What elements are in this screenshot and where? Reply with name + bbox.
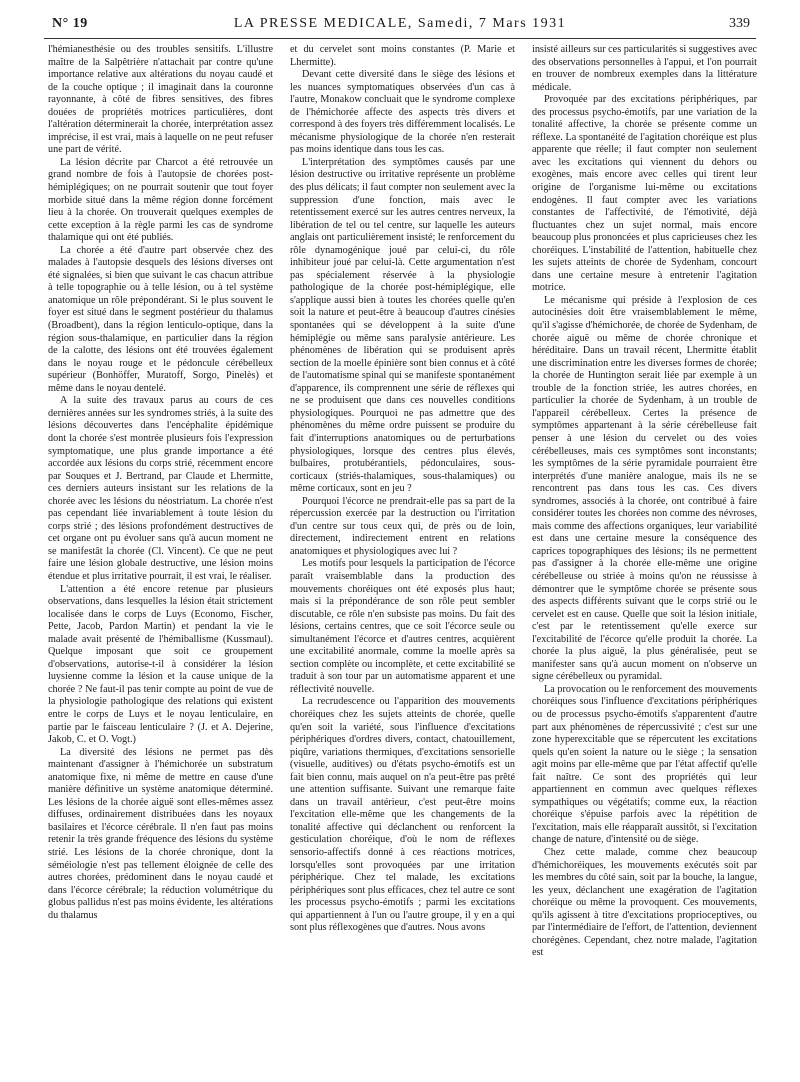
paragraph: La recrudescence ou l'apparition des mouvements choréiques chez les sujets atteints de chorée, quelle qu'en soit la variété, sous l'influence d'excitations périphériques d'ordres divers, contact, chatouillement, piqûre, variations thermiques, d'excitations sensorielle (visuelle, auditives) ou d'états psycho-émotifs est un fait bien connu, mais auquel on n'a peut-être pas prêté une attention suffisante. Suivant une remarque faite dans un travail antérieur, c'est peut-être moins l'excitation elle-même que les changements de la tonalité affective qui déclanchent ou renforcent la gesticulation choréique, d'où le nom de réflexes sensorio-affectifs donné à ces réactions motrices, lorsqu'elles sont provoquées par une irritation périphérique. Chez tel malade, les excitations périphériques sont plus efficaces, chez tel autre ce sont les processus psycho-émotifs ; parmi les excitations qui appartiennent à l'un ou l'autre groupe, il y en a qui sont plus réflexogènes que d'autres. Nous avons [290,696,515,934]
journal-title: LA PRESSE MEDICALE [233,16,408,31]
paragraph: La lésion décrite par Charcot a été retrouvée un grand nombre de fois à l'autopsie de chorées post-hémiplégiques; on ne pourrait soutenir que tout foyer morbide situé dans la même région donne forcément lieu à la chorée. On trouverait quelques exemples de cette exception à la règle parmi les cas de syndrome thalamique qui ont été publiés. [48,156,273,244]
paragraph: Chez cette malade, comme chez beaucoup d'hémichoréiques, les mouvements exécutés soit par les membres du côté sain, soit par la bouche, la langue, les yeux, déclanchent une exagération de l'agitation choréique ou même la provoquent. Ces mouvements, qu'ils agissent à titre d'excitations proprioceptives, ou par l'intermédiaire de l'effort, de l'attention, deviennent chorégènes. Cependant, chez notre malade, l'agitation est [532,847,757,959]
paragraph: et du cervelet sont moins constantes (P. Marie et Lhermitte). [290,44,515,68]
issue-date: Samedi, 7 Mars 1931 [417,16,567,31]
paragraph: A la suite des travaux parus au cours de ces dernières années sur les syndromes striés, à la suite des lésions découvertes dans l'encéphalite épidémique dont la chorée s'est montrée plusieurs fois l'expression symptomatique, une plus grande importance a été accordée aux lésions du corps strié, récemment encore par Souques et J. Bertrand, par Claude et Lhermitte, ces derniers auteurs insistant sur les relations de la chorée avec les lésions du néostriatum. La chorée n'est pas cependant liée invariablement à toute lésion du corps strié ; des lésions profondément destructives de cet organe ont pu évoluer sans qu'à aucun moment ne se manifestât la chorée (Cl. Vincent). Ce que ne peut faire une lésion globale destructive, une lésion moins étendue et plus irritative pourrait, il est vrai, le réaliser. [48,395,273,582]
text-column-2 [290,44,515,1072]
paragraph: La provocation ou le renforcement des mouvements choréiques sous l'influence d'excitations périphériques ou de processus psycho-émotifs s'apparentent d'autre part aux phénomènes de répercussivité ; c'est sur une zone hyperexcitable que se répercutent les excitations quels qu'en soient la nature ou le siège ; la sensation agit moins par elle-même que par l'état affectif qu'elle fait naître. Ce sont des propriétés qui leur appartiennent en commun avec quelques réflexes sympathiques ou végétatifs; comme eux, la réaction choréique s'épuise parfois avec la répétition de l'excitation, mais elle réapparaît aussitôt, si l'excitation change de nature, d'intensité ou de siège. [532,683,757,846]
journal-header: LA PRESSE MEDICALE, Samedi, 7 Mars 1931 [233,16,567,31]
issue-number: N° 19 [52,16,88,31]
paragraph: L'interprétation des symptômes causés par une lésion destructive ou irritative représente un problème des plus délicats; il faut compter non seulement avec la suppression d'une fonction, mais avec le retentissement exercé sur les autres centres nerveux, la libération de tel ou tel centre, sur laquelle les auteurs anglais ont particulièrement insisté; le renforcement du rôle dynamogénique joué par celui-ci, du rôle inhibiteur joué par celui-là. Cette argumentation n'est pas spécialement réservée à la physiologie pathologique de la chorée post-hémiplégique, elle s'applique aussi bien à toutes les chorées quelle qu'en soit la nature et peut-être à beaucoup d'autres cinésies spontanées qui se développent à la suite d'une hémiplégie ou même sans paralysie antérieure. Les phénomènes de libération qui se produisent après section de la moelle épinière sont bien connus et à côté de l'automatisme spinal qui se manifeste spontanément d'apparence, ils comprennent une série de réflexes qui ne se produisent que dans ces nouvelles conditions physiologiques. Pourquoi ne pas admettre que des phénomènes du même ordre puissent se produire du fait d'interruptions anatomiques ou de perturbations physiologiques, lorsque des centres plus élevés, bulbaires, protubérantiels, pédonculaires, sous-corticaux (striés-thalamiques, sous-thalamiques) ou même corticaux, sont en jeu ? [290,156,515,495]
paragraph: Les motifs pour lesquels la participation de l'écorce paraît vraisemblable dans la production des mouvements choréiques ont été exposés plus haut; mais si la prépondérance de son rôle peut sembler discutable, ce rôle n'en subsiste pas moins. Du fait des lésions, certains centres, que ce soit l'écorce seule ou simultanément l'écorce et d'autres centres, acquièrent une excitabilité anormale, comme la moelle après sa section complète ou incomplète, et cette excitabilité se traduit à son tour par un automatisme apparent et une réflectivité nouvelle. [290,558,515,695]
paragraph: L'attention a été encore retenue par plusieurs observations, dans lesquelles la lésion était strictement localisée dans le corps de Luys (Economo, Fischer, Pette, Jacob, Pardon Martin) et pendant la vie le malade avait présenté de l'hémiballisme (Kussmaul). Quelque imposant que soit ce groupement d'observations, autorise-t-il à considérer la lésion luysienne comme la lésion et la cause unique de la chorée ? Ne faut-il pas tenir compte au point de vue de la physiologie pathologique des relations qui existent entre le corps de Luys et le noyau lenticulaire, en partie par le faisceau lenticulaire ? (J. et A. Dejerine, Jakob, C. et O. Vogt.) [48,583,273,746]
paragraph: Devant cette diversité dans le siège des lésions et les nuances symptomatiques observées d'un cas à l'autre, Monakow concluait que le syndrome complexe de l'hémichorée affecte des aspects très divers et correspond à des foyers très différemment localisés. Le mécanisme physiologique de la chorée n'en resterait pas moins identique dans tous les cas. [290,69,515,156]
text-column-1 [48,44,273,1072]
paragraph: La chorée a été d'autre part observée chez des malades à l'autopsie desquels des lésions diverses ont été signalées, si bien que suivant le cas chacun attribue à telle topographie ou à telle lésion, ou à tel système anatomique un rôle prépondérant. Si le plus souvent le foyer est situé dans le segment postérieur du thalamus (Broadbent), dans la région lenticulo-optique, dans la région sous-thalamique, en particulier dans la région de la calotte, des lésions ont été trouvées également dans le noyau rouge et le pédoncule cérébelleux supérieur (Bonhöffer, Muratoff, Sorgo, Pinelès) et même dans le noyau dentelé. [48,244,273,394]
page-number: 339 [729,16,750,31]
paragraph: insisté ailleurs sur ces particularités si suggestives avec des observations personnelles à l'appui, et l'on pourrait en trouver de nombreux exemples dans la littérature médicale. [532,44,757,93]
paragraph: Provoquée par des excitations périphériques, par des processus psycho-émotifs, par une variation de la tonalité affective, la chorée se présente comme un réflexe. La spontanéité de l'agitation choréique est plus apparente que réelle; il faut compter non seulement avec les excitations qui viennent du dehors ou exogènes, mais encore avec celles qui tirent leur origine de l'organisme lui-même ou excitations endogènes. Il faut compter avec les variations constantes de l'affectivité, de l'émotivité, déjà fluctuantes chez un sujet normal, mais encore beaucoup plus prononcées et plus capricieuses chez les choréiques. L'instabilité de l'attention, habituelle chez les sujets atteints de chorée de Sydenham, concourt dans une certaine mesure à entretenir l'agitation motrice. [532,94,757,294]
paragraph: La diversité des lésions ne permet pas dès maintenant d'assigner à l'hémichorée un substratum anatomique fixe, ni même de mettre en cause d'une manière définitive un système anatomique déterminé. Les lésions de la chorée aiguë sont elles-mêmes assez diffuses, ordinairement distribuées dans les noyaux basilaires et l'écorce cérébrale. Il n'en faut pas moins retenir la très grande fréquence des lésions du système strié. Les lésions de la chorée chronique, dont la séméiologie n'est pas tellement éloignée de celle des autres chorées, prédominent dans le noyau caudé et dans l'écorce cérébrale; la réduction volumétrique du globus pallidus n'est pas moins évidente, les altérations du thalamus [48,746,273,921]
paragraph: Pourquoi l'écorce ne prendrait-elle pas sa part de la répercussion exercée par la destruction ou l'irritation d'un centre sur tous ceux qui, de près ou de loin, directement, indirectement entrent en relations anatomiques et physiologiques avec lui ? [290,495,515,557]
text-column-3 [532,44,757,1072]
article-body [48,44,758,1072]
paragraph: Le mécanisme qui préside à l'explosion de ces autocinésies doit être vraisemblablement le même, qu'il s'agisse d'hémichorée, de chorée de Sydenham, de chorée aiguë ou même de chorée chronique et héréditaire. Dans un travail récent, Lhermitte établit une discrimination entre les diverses formes de chorée; la chorée de Huntington serait liée par exemple à un trouble de la fonction striée, les autres chorées, en particulier la chorée de Sydenham, à un trouble de l'appareil cérébelleux. Certes la présence de symptômes appartenant à la série cérébelleuse fait penser à une lésion du cervelet ou des voies cérébelleuses, mais ces symptômes sont inconstants; les symptômes de la série pyramidale pourraient être interprétés d'une manière analogue, mais ils ne se rencontrent pas dans tous les cas. Ces divers syndromes, associés à la chorée, ont contribué à faire considérer toutes les chorées non comme des névroses, mais comme des affections organiques, leur variabilité est dans une certaine mesure la conséquence des caprices topographiques des lésions; ils ne permettent pas d'assigner à la chorée elle-même une origine cérébelleuse ou striée à moins qu'on ne réussisse à démontrer que le symptôme chorée se présente sous des aspects différents suivant que le corps strié ou le cervelet est en cause. Quelle que soit la lésion initiale, c'est par le retentissement qu'elle exerce sur l'excitabilité de l'écorce qu'elle produit la chorée. La chorée la plus aiguë, la plus généralisée, peut se manifester sans qu'à aucun moment on n'observe un signe cérébelleux ou pyramidal. [532,294,757,683]
paragraph: l'hémianesthésie ou des troubles sensitifs. L'illustre maître de la Salpêtrière n'attachait par contre qu'une importance relative aux altérations du noyau caudé et de la couche optique ; il imaginait dans la couronne rayonnante, à côté de fibres sensitives, des fibres douées de propriétés motrices particulières, dont l'altération déterminerait la chorée, interprétation assez imprécise, il est vrai, mais à laquelle on ne peut refuser une part de vérité. [48,44,273,156]
running-header [44,16,756,39]
